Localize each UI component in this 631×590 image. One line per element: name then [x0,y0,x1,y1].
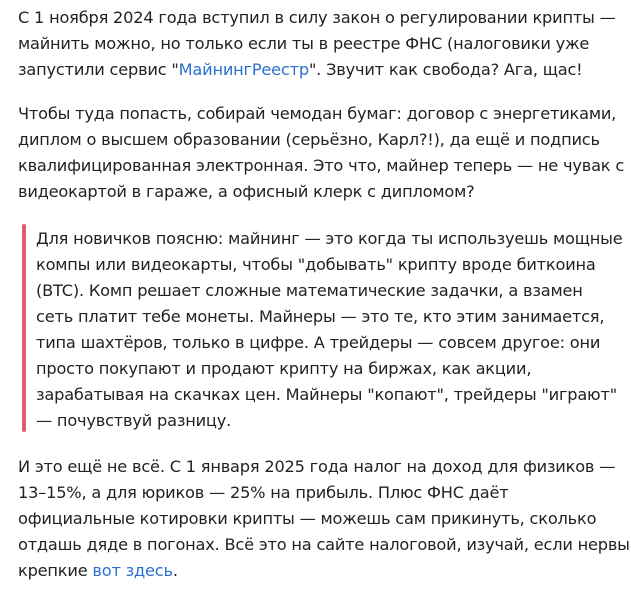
blockquote-text [36,226,623,434]
paragraph-taxes [18,454,630,584]
text-line: компы или видеокарты, чтобы "добывать" крипту вроде биткоина [36,255,596,274]
text-line: Для новичков поясню: майнинг — это когда ты используешь мощные [36,229,623,248]
text-line: майнить можно, но только если ты в реестре ФНС (налоговики уже [18,34,590,53]
mining-registry-link[interactable]: МайнингРеестр [178,60,309,79]
text-fragment: крепкие [18,561,93,580]
text-line-with-link [18,558,618,584]
text-fragment: ". Звучит как свобода? Ага, щас! [308,60,583,79]
text-line: официальные котировки крипты — можешь сам прикинуть, сколько [18,509,597,528]
text-fragment: запустили сервис " [18,60,179,79]
text-line: видеокартой в гараже, а офисный клерк с дипломом? [18,182,475,201]
text-line: типа шахтёров, только в цифре. А трейдеры — совсем другое: они [36,333,601,352]
text-line: зарабатывая на скачках цен. Майнеры "копают", трейдеры "играют" [36,385,617,404]
paragraph-requirements [18,101,625,205]
text-line-with-link [18,57,618,83]
text-line: — почувствуй разницу. [36,411,232,430]
blockquote-accent-bar [22,224,26,432]
text-line: (BTC). Комп решает сложные математические задачки, а взамен [36,281,583,300]
paragraph-law-intro [18,5,618,83]
text-fragment: . [172,561,178,580]
text-line: квалифицированная электронная. Это что, майнер теперь — не чувак с [18,156,625,175]
blockquote-explainer [22,224,623,432]
text-line: С 1 ноября 2024 года вступил в силу закон о регулировании крипты — [18,8,616,27]
text-line: 13–15%, а для юриков — 25% на прибыль. Плюс ФНС даёт [18,483,509,502]
text-line: просто покупают и продают крипту на биржах, как акции, [36,359,532,378]
text-line: И это ещё не всё. С 1 января 2025 года налог на доход для физиков — [18,457,616,476]
tax-site-link[interactable]: вот здесь [92,561,173,580]
text-line: Чтобы туда попасть, собирай чемодан бумаг: договор с энергетиками, [18,104,617,123]
text-line: сеть платит тебе монеты. Майнеры — это те, кто этим занимается, [36,307,605,326]
text-line: диплом о высшем образовании (серьёзно, Карл?!), да ещё и подпись [18,130,600,149]
text-line: отдашь дяде в погонах. Всё это на сайте налоговой, изучай, если нервы [18,535,630,554]
